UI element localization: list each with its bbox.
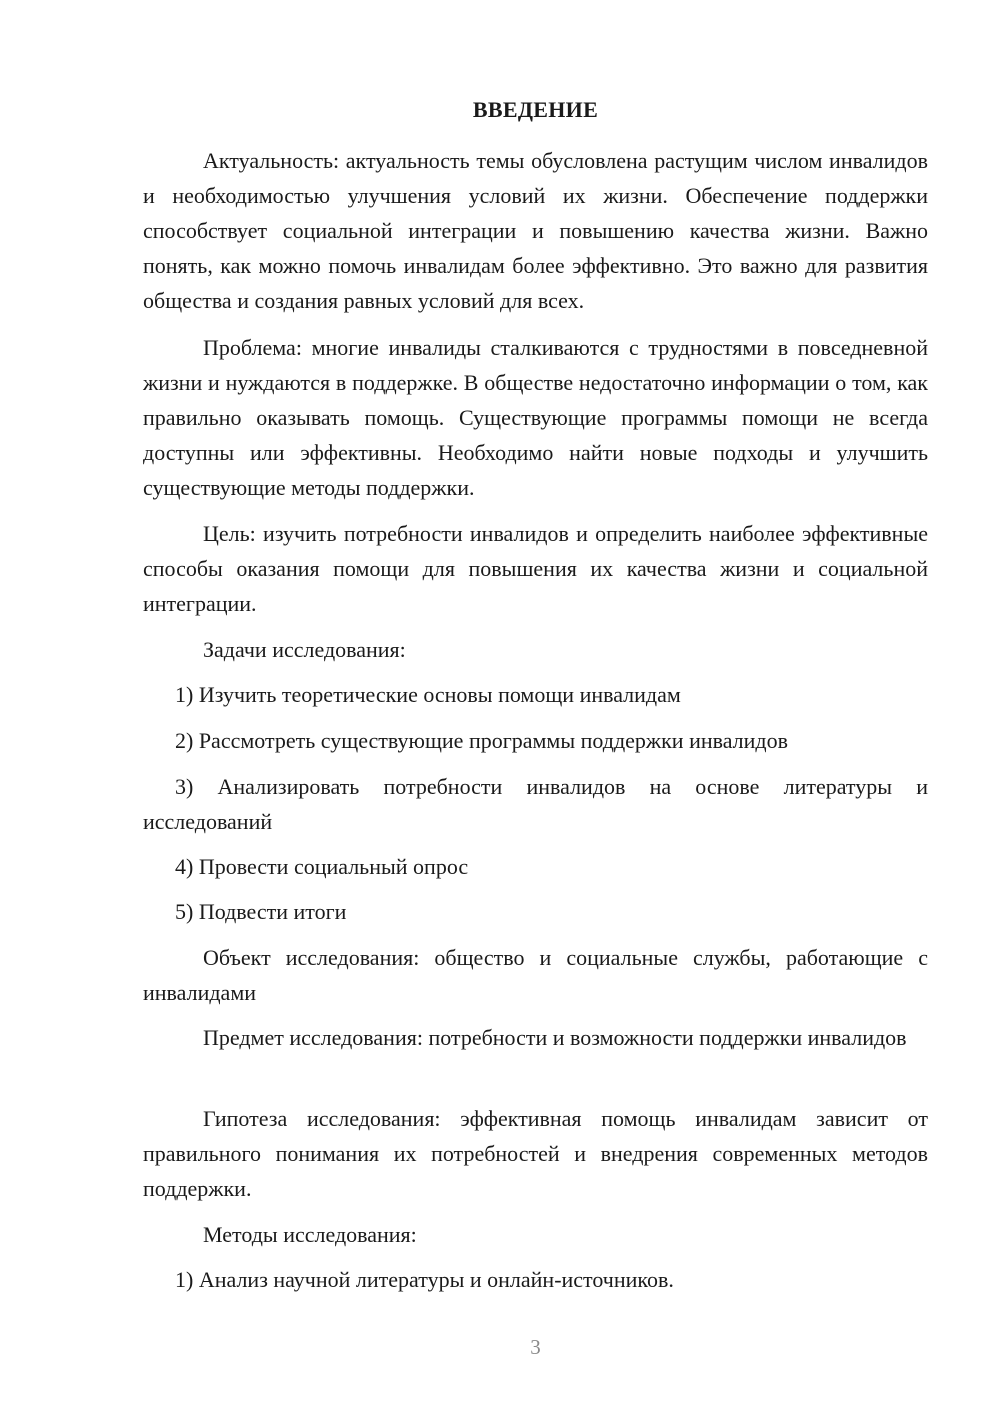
tasks-heading: Задачи исследования:: [203, 637, 406, 662]
paragraph-subject: Предмет исследования: потребности и возможности поддержки инвалидов: [203, 1025, 907, 1050]
paragraph-goal: Цель: изучить потребности инвалидов и определить наиболее эффективные способы оказания помощи для повышения их качества жизни и социальной интеграции.: [143, 521, 928, 616]
paragraph-object: Объект исследования: общество и социальные службы, работающие с инвалидами: [143, 945, 928, 1005]
task-item: 5) Подвести итоги: [175, 899, 347, 924]
paragraph-problem: Проблема: многие инвалиды сталкиваются с трудностями в повседневной жизни и нуждаются в поддержке. В обществе недостаточно информации о том, как правильно оказывать помощь. Существующие программы помощи не всегда доступны или эффективны. Необходимо найти новые подходы и улучшить существующие методы поддержки.: [143, 335, 928, 500]
methods-heading: Методы исследования:: [203, 1222, 417, 1247]
task-item: 1) Изучить теоретические основы помощи инвалидам: [175, 682, 681, 707]
task-item: 2) Рассмотреть существующие программы поддержки инвалидов: [175, 728, 789, 753]
paragraph-hypothesis: Гипотеза исследования: эффективная помощь инвалидам зависит от правильного понимания их потребностей и внедрения современных методов поддержки.: [143, 1106, 928, 1201]
paragraph-relevance: Актуальность: актуальность темы обусловлена растущим числом инвалидов и необходимостью улучшения условий их жизни. Обеспечение поддержки способствует социальной интеграции и повышению качества жизни. Важно понять, как можно помочь инвалидам более эффективно. Это важно для развития общества и создания равных условий для всех.: [143, 148, 928, 313]
task-item: 3) Анализировать потребности инвалидов на основе литературы и исследований: [143, 774, 928, 834]
page-title: ВВЕДЕНИЕ: [472, 97, 599, 122]
task-item: 4) Провести социальный опрос: [175, 854, 469, 879]
page-number: 3: [530, 1335, 541, 1359]
method-item: 1) Анализ научной литературы и онлайн-источников.: [175, 1267, 674, 1292]
